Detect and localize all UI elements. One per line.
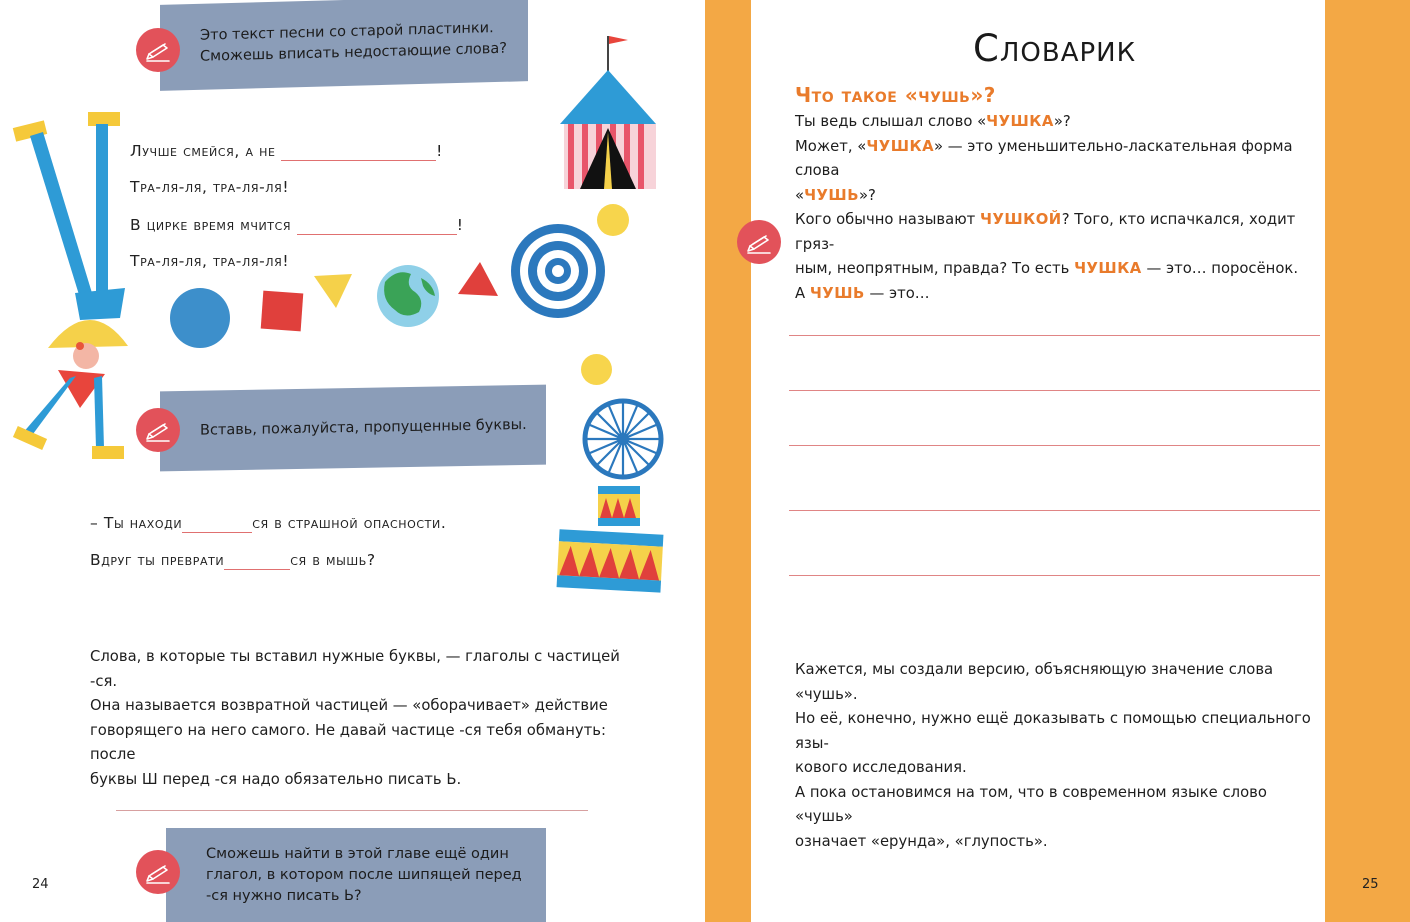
answer-line[interactable] — [789, 575, 1320, 576]
pen-icon — [143, 35, 173, 65]
blue-circle — [170, 288, 230, 348]
yellow-triangle — [312, 272, 354, 312]
pen-badge — [737, 220, 781, 264]
page-number: 24 — [32, 877, 49, 892]
right-page — [705, 0, 1410, 922]
section-heading: Что такое «чушь»? — [795, 83, 996, 107]
song-line-3: В цирке время мчится ! — [130, 216, 464, 234]
banner-line: -ся нужно писать Ь? — [206, 887, 362, 904]
gymnast-illustration — [10, 108, 135, 463]
left-orange-stripe — [705, 0, 751, 922]
instruction-banner-song — [160, 0, 528, 91]
globe-illustration — [375, 264, 441, 328]
circus-tent-illustration — [556, 32, 666, 192]
banner-line: Это текст песни со старой пластинки. — [200, 20, 494, 44]
answer-blank[interactable] — [297, 216, 457, 235]
page-title: Словарик — [973, 27, 1137, 70]
song-line-1: Лучше смейся, а не ! — [130, 142, 443, 160]
conclusion-text: Кажется, мы создали версию, объясняющую значение слова «чушь». Но её, конечно, нужно ещё доказывать с помощью специального язы- кового исследования. А пока остановимся на том, что в современном языке слово «чушь» означает «ерунда», «глупость». — [795, 661, 1311, 850]
pen-icon — [143, 857, 173, 887]
answer-line[interactable] — [789, 335, 1320, 336]
pen-badge — [136, 28, 180, 72]
answer-line[interactable] — [789, 510, 1320, 511]
answer-blank[interactable] — [224, 551, 290, 570]
banner-line: Сможешь найти в этой главе ещё один — [206, 845, 509, 862]
pen-icon — [143, 415, 173, 445]
yellow-dot — [581, 354, 612, 385]
instruction-banner-letters — [160, 385, 546, 472]
wheel-illustration — [582, 398, 664, 480]
exercise-line-1: – Ты находи ся в страшной опасности. — [90, 514, 447, 532]
explanation-text: Слова, в которые ты вставил нужные буквы, — глаголы с частицей -ся. Она называется возвратной частицей — «оборачивает» действие говорящего на него самого. Не давай частице -ся тебя обмануть: после буквы Ш перед -ся надо обязательно писать Ь. — [90, 648, 620, 788]
answer-line[interactable] — [789, 390, 1320, 391]
red-square — [261, 291, 304, 332]
exercise-line-2: Вдруг ты преврати ся в мышь? — [90, 551, 376, 569]
red-triangle — [456, 260, 500, 300]
pen-badge — [136, 850, 180, 894]
answer-blank[interactable] — [182, 514, 252, 533]
intro-text: Ты ведь слышал слово «ЧУШКА»? Может, «ЧУШКА» — это уменьшительно-ласкательная форма слова «ЧУШЬ»? Кого обычно называют ЧУШКОЙ? Того, кто испачкался, ходит гряз- ным, неопрятным, правда? То есть ЧУШКА — это… поросёнок. А ЧУШЬ — это… — [795, 113, 1299, 302]
target-illustration — [510, 223, 606, 319]
answer-blank[interactable] — [281, 142, 436, 161]
right-orange-stripe — [1325, 0, 1410, 922]
page-number: 25 — [1362, 877, 1379, 892]
banner-line: Сможешь вписать недостающие слова? — [200, 40, 507, 65]
banner-line: Вставь, пожалуйста, пропущенные буквы. — [200, 416, 527, 439]
song-line-2: Тра-ля-ля, тра-ля-ля! — [130, 178, 290, 196]
drum-illustration-large — [556, 528, 666, 594]
song-line-4: Тра-ля-ля, тра-ля-ля! — [130, 252, 290, 270]
answer-line[interactable] — [116, 810, 588, 811]
drum-illustration-small — [596, 484, 644, 528]
banner-line: глагол, в котором после шипящей перед — [206, 866, 522, 883]
answer-line[interactable] — [789, 445, 1320, 446]
instruction-banner-question — [166, 828, 546, 922]
pen-badge — [136, 408, 180, 452]
pen-icon — [744, 227, 774, 257]
